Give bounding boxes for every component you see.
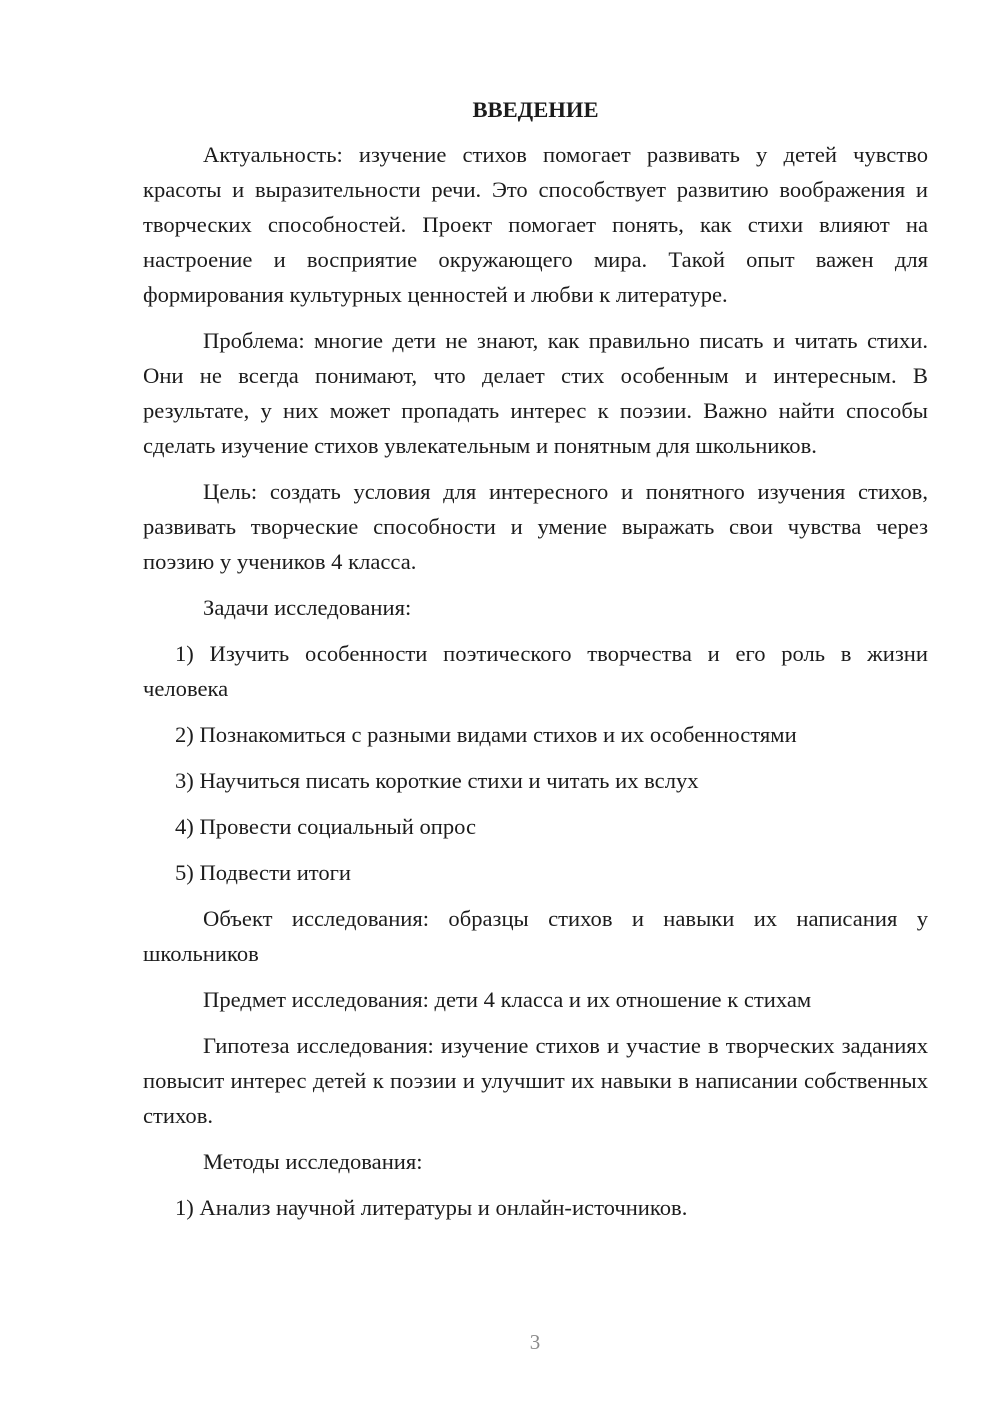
methods-heading: Методы исследования: bbox=[203, 1149, 423, 1174]
section-title: ВВЕДЕНИЕ bbox=[472, 97, 599, 122]
task-item: 4) Провести социальный опрос bbox=[175, 814, 477, 839]
object-paragraph: Объект исследования: образцы стихов и навыки их написания у школьников bbox=[143, 906, 928, 966]
subject-paragraph: Предмет исследования: дети 4 класса и их отношение к стихам bbox=[203, 987, 812, 1012]
relevance-paragraph: Актуальность: изучение стихов помогает развивать у детей чувство красоты и выразительности речи. Это способствует развитию воображения и творческих способностей. Проект помогает понять, как стихи влияют на настроение и восприятие окружающего мира. Такой опыт важен для формирования культурных ценностей и любви к литературе. bbox=[143, 142, 928, 307]
hypothesis-paragraph: Гипотеза исследования: изучение стихов и участие в творческих заданиях повысит интерес детей к поэзии и улучшит их навыки в написании собственных стихов. bbox=[143, 1033, 928, 1128]
document-page bbox=[143, 92, 928, 1236]
problem-paragraph: Проблема: многие дети не знают, как правильно писать и читать стихи. Они не всегда понимают, что делает стих особенным и интересным. В результате, у них может пропадать интерес к поэзии. Важно найти способы сделать изучение стихов увлекательным и понятным для школьников. bbox=[143, 328, 928, 458]
goal-paragraph: Цель: создать условия для интересного и понятного изучения стихов, развивать творческие способности и умение выражать свои чувства через поэзию у учеников 4 класса. bbox=[143, 479, 928, 574]
task-item: 1) Изучить особенности поэтического творчества и его роль в жизни человека bbox=[143, 641, 928, 701]
task-item: 2) Познакомиться с разными видами стихов и их особенностями bbox=[175, 722, 797, 747]
task-item: 3) Научиться писать короткие стихи и читать их вслух bbox=[175, 768, 699, 793]
task-item: 5) Подвести итоги bbox=[175, 860, 352, 885]
method-item: 1) Анализ научной литературы и онлайн-источников. bbox=[175, 1195, 688, 1220]
page-number: 3 bbox=[529, 1330, 541, 1354]
tasks-heading: Задачи исследования: bbox=[203, 595, 412, 620]
